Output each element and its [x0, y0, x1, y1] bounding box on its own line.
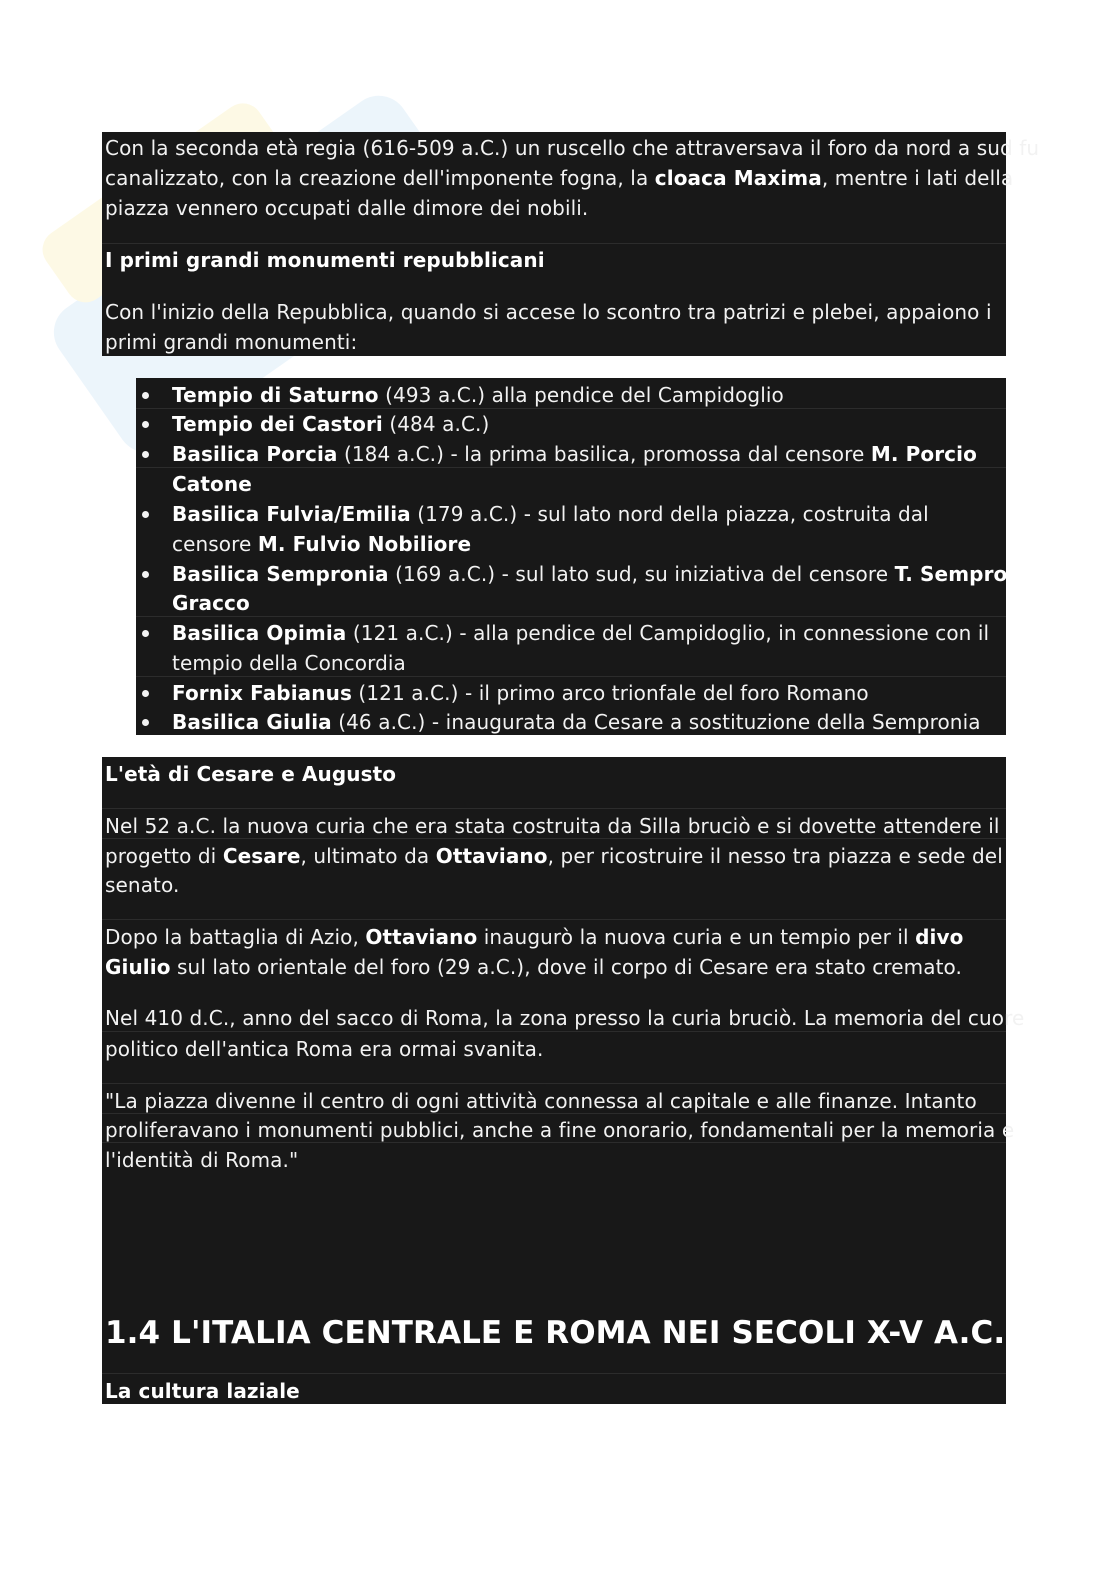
monuments-list: [136, 378, 1043, 735]
list-item-continued: censore M. Fulvio Nobiliore: [172, 532, 472, 556]
quote-line: proliferavano i monumenti pubblici, anche a fine onorario, fondamentali per la memoria e: [105, 1118, 1015, 1142]
paragraph-line: Nel 410 d.C., anno del sacco di Roma, la zona presso la curia bruciò. La memoria del cuore: [105, 1006, 1025, 1030]
list-item: Basilica Porcia (184 a.C.) - la prima basilica, promossa dal censore M. Porcio: [172, 439, 1002, 469]
quote-line: "La piazza divenne il centro di ogni attività connessa al capitale e alle finanze. Intanto: [105, 1089, 977, 1113]
intro-block: [102, 132, 1040, 356]
paragraph-line: Giulio sul lato orientale del foro (29 a.C.), dove il corpo di Cesare era stato cremato.: [105, 955, 962, 979]
list-item-continued: Gracco: [172, 591, 250, 615]
paragraph-line: senato.: [105, 873, 180, 897]
paragraph-line: primi grandi monumenti:: [105, 330, 358, 354]
list-item: Basilica Sempronia (169 a.C.) - sul lato sud, su iniziativa del censore T. Sempronio: [172, 559, 1002, 589]
paragraph-line: progetto di Cesare, ultimato da Ottaviano, per ricostruire il nesso tra piazza e sede del: [105, 844, 1003, 868]
list-item: Basilica Opimia (121 a.C.) - alla pendice del Campidoglio, in connessione con il: [172, 618, 1002, 648]
paragraph-line: politico dell'antica Roma era ormai svanita.: [105, 1037, 544, 1061]
list-item: Tempio dei Castori (484 a.C.): [172, 409, 1002, 439]
section-heading: La cultura laziale: [105, 1379, 300, 1403]
quote-line: l'identità di Roma.": [105, 1148, 299, 1172]
chapter-heading: 1.4 L'ITALIA CENTRALE E ROMA NEI SECOLI X-V A.C.: [105, 1315, 1006, 1351]
caesar-augustus-block: [102, 757, 1025, 1404]
list-item: Tempio di Saturno (493 a.C.) alla pendice del Campidoglio: [172, 380, 1002, 410]
list-item: Fornix Fabianus (121 a.C.) - il primo arco trionfale del foro Romano: [172, 678, 1002, 708]
list-item-continued: tempio della Concordia: [172, 651, 406, 675]
paragraph-line: Con l'inizio della Repubblica, quando si accese lo scontro tra patrizi e plebei, appaiono i: [105, 300, 992, 324]
paragraph-line: canalizzato, con la creazione dell'imponente fogna, la cloaca Maxima, mentre i lati della: [105, 166, 1014, 190]
list-item: Basilica Fulvia/Emilia (179 a.C.) - sul lato nord della piazza, costruita dal: [172, 499, 1002, 529]
list-item-continued: Catone: [172, 472, 252, 496]
paragraph-line: piazza vennero occupati dalle dimore dei nobili.: [105, 196, 589, 220]
section-heading: L'età di Cesare e Augusto: [105, 762, 397, 786]
paragraph-line: Dopo la battaglia di Azio, Ottaviano inaugurò la nuova curia e un tempio per il divo: [105, 925, 964, 949]
section-heading: I primi grandi monumenti repubblicani: [105, 248, 545, 272]
paragraph-line: Con la seconda età regia (616-509 a.C.) un ruscello che attraversava il foro da nord a sud fu: [105, 136, 1040, 160]
list-item: Basilica Giulia (46 a.C.) - inaugurata da Cesare a sostituzione della Sempronia: [172, 707, 1002, 737]
paragraph-line: Nel 52 a.C. la nuova curia che era stata costruita da Silla bruciò e si dovette attendere il: [105, 814, 1000, 838]
